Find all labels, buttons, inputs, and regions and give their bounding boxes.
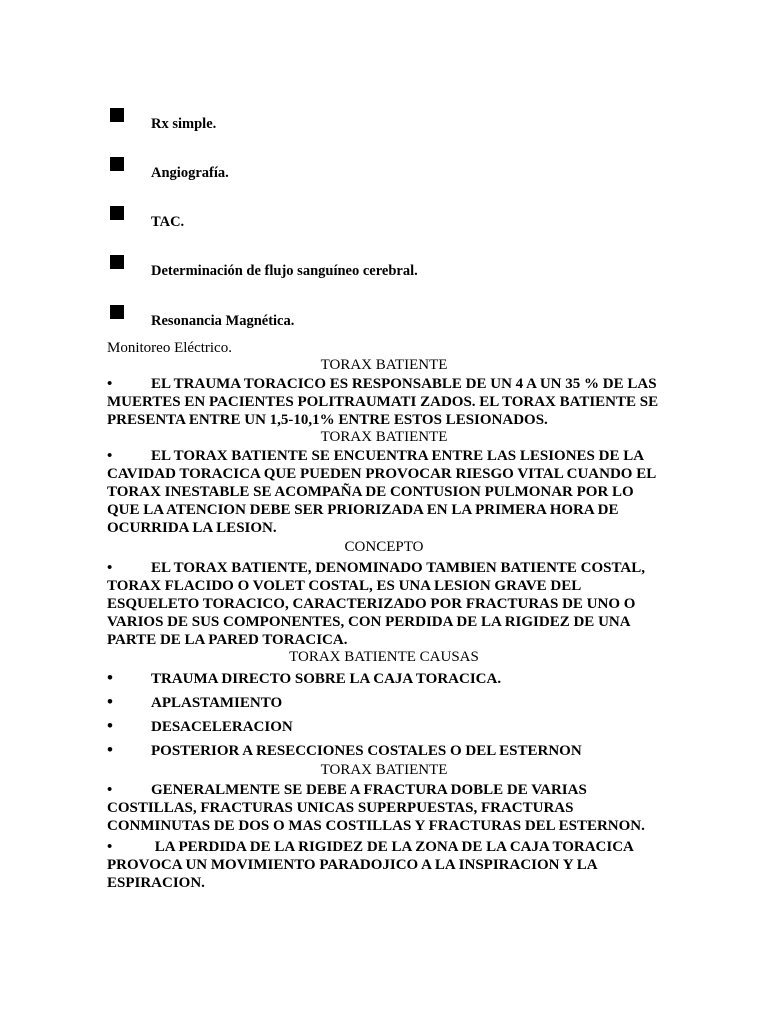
bullet-icon: •: [107, 782, 113, 798]
cause-text: APLASTAMIENTO: [151, 695, 283, 711]
paragraph: [107, 559, 667, 649]
list-item-text: Rx simple.: [151, 116, 217, 132]
cause-list-item: [107, 693, 667, 712]
square-bullet-icon: [110, 108, 124, 122]
paragraph: [107, 375, 667, 429]
cause-text: POSTERIOR A RESECCIONES COSTALES O DEL ESTERNON: [151, 743, 582, 759]
square-bullet-icon: [110, 206, 124, 220]
section-heading: CONCEPTO: [344, 539, 424, 555]
square-bullet-icon: [110, 305, 124, 319]
section-heading: TORAX BATIENTE: [320, 357, 448, 373]
cause-list-item: [107, 669, 667, 688]
section-heading: TORAX BATIENTE CAUSAS: [289, 649, 479, 665]
monitoreo-text: Monitoreo Eléctrico.: [107, 340, 232, 356]
paragraph-text: EL TORAX BATIENTE SE ENCUENTRA ENTRE LAS LESIONES DE LA CAVIDAD TORACICA QUE PUEDEN PROVOCAR RIESGO VITAL CUANDO EL TORAX INESTABLE SE ACOMPAÑA DE CONTUSION PULMONAR POR LO QUE LA ATENCION DEBE SER PRIORIZADA EN LA PRIMERA HORA DE OCURRIDA LA LESION.: [107, 448, 656, 536]
paragraph: [107, 447, 667, 537]
list-item-text: TAC.: [151, 214, 185, 230]
square-list-item: [110, 206, 710, 236]
bullet-icon: •: [107, 448, 113, 464]
paragraph-text: LA PERDIDA DE LA RIGIDEZ DE LA ZONA DE LA CAJA TORACICA PROVOCA UN MOVIMIENTO PARADOJICO A LA INSPIRACION Y LA ESPIRACION.: [107, 839, 634, 891]
square-list-item: [110, 305, 710, 335]
paragraph-text: EL TRAUMA TORACICO ES RESPONSABLE DE UN 4 A UN 35 % DE LAS MUERTES EN PACIENTES POLITRAUMATI ZADOS. EL TORAX BATIENTE SE PRESENTA ENTRE UN 1,5-10,1% ENTRE ESTOS LESIONADOS.: [107, 376, 659, 428]
section-heading: TORAX BATIENTE: [320, 762, 448, 778]
bullet-icon: •: [107, 668, 113, 687]
bullet-icon: •: [107, 692, 113, 711]
paragraph: [107, 838, 667, 892]
bullet-icon: •: [107, 560, 113, 576]
paragraph-text: EL TORAX BATIENTE, DENOMINADO TAMBIEN BATIENTE COSTAL, TORAX FLACIDO O VOLET COSTAL, ES UNA LESION GRAVE DEL ESQUELETO TORACICO, CARACTERIZADO POR FRACTURAS DE UNO O VARIOS DE SUS COMPONENTES, CON PERDIDA DE LA RIGIDEZ DE UNA PARTE DE LA PARED TORACICA.: [107, 560, 645, 648]
square-list-item: [110, 157, 710, 187]
square-list-item: [110, 108, 710, 138]
square-bullet-icon: [110, 255, 124, 269]
paragraph: [107, 781, 667, 835]
bullet-icon: •: [107, 839, 113, 855]
list-item-text: Angiografía.: [151, 165, 229, 181]
list-item-text: Determinación de flujo sanguíneo cerebral.: [151, 263, 418, 279]
square-bullet-icon: [110, 157, 124, 171]
section-heading: TORAX BATIENTE: [320, 429, 448, 445]
paragraph-text: GENERALMENTE SE DEBE A FRACTURA DOBLE DE VARIAS COSTILLAS, FRACTURAS UNICAS SUPERPUESTAS, FRACTURAS CONMINUTAS DE DOS O MAS COSTILLAS Y FRACTURAS DEL ESTERNON.: [107, 782, 645, 834]
cause-text: DESACELERACION: [151, 719, 293, 735]
list-item-text: Resonancia Magnética.: [151, 313, 295, 329]
bullet-icon: •: [107, 716, 113, 735]
bullet-icon: •: [107, 740, 113, 759]
bullet-icon: •: [107, 376, 113, 392]
cause-list-item: [107, 717, 667, 736]
cause-list-item: [107, 741, 667, 760]
square-list-item: [110, 255, 710, 285]
cause-text: TRAUMA DIRECTO SOBRE LA CAJA TORACICA.: [151, 671, 502, 687]
